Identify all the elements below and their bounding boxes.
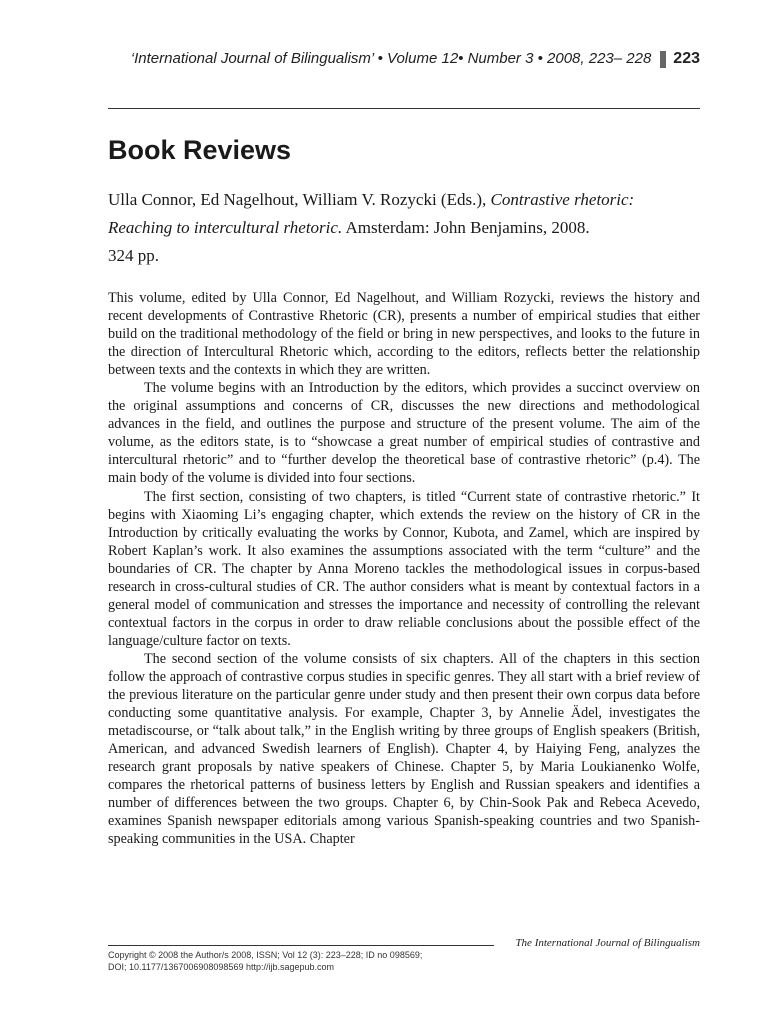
citation-title: Contrastive rhetoric: Reaching to intercultural rhetoric. bbox=[108, 190, 635, 237]
copyright-line: Copyright © 2008 the Author/s 2008, ISSN; Vol 12 (3): 223–228; ID no 098569; bbox=[108, 950, 423, 960]
header-bar-mark bbox=[660, 51, 666, 68]
section-title: Book Reviews bbox=[108, 135, 292, 165]
footer-journal-name: The International Journal of Bilingualism bbox=[515, 937, 700, 949]
citation-pages: 324 pp. bbox=[108, 246, 159, 265]
body-paragraph: The first section, consisting of two chapters, is titled “Current state of contrastive rhetoric.” It begins with Xiaoming Li’s engaging chapter, which extends the review on the history of CR in the Introduction by critically evaluating the works by Connor, Kubota, and Zamel, which are inspired by Robert Kaplan’s work. It also examines the assumptions associated with the term “culture” and the boundaries of CR. The chapter by Anna Moreno tackles the methodological issues in corpus-based research in cross-cultural studies of CR. The author considers what is meant by contextual factors in a general model of communication and stresses the importance and necessity of controlling the relevant contextual factors in the corpus in order to draw reliable conclusions about the possible effect of the language/culture factor on texts. bbox=[108, 488, 700, 649]
running-head-text: ‘International Journal of Bilingualism’ • Volume 12• Number 3 • 2008, 223– 228 bbox=[130, 50, 652, 67]
running-header bbox=[108, 48, 700, 70]
page-number: 223 bbox=[673, 50, 700, 67]
footer-copyright bbox=[108, 950, 508, 973]
body-paragraph: The volume begins with an Introduction by the editors, which provides a succinct overview on the original assumptions and concerns of CR, discusses the new directions and methodological advances in the field, and outlines the purpose and structure of the present volume. The aim of the volume, as the editors state, is to “showcase a great number of empirical studies of contrastive and intercultural rhetoric” and to “further develop the theoretical base of contrastive rhetoric” (p.4). The main body of the volume is divided into four sections. bbox=[108, 380, 700, 487]
doi-line: DOI; 10.1177/1367006908098569 http://ijb.sagepub.com bbox=[108, 961, 335, 972]
body-paragraph: The second section of the volume consists of six chapters. All of the chapters in this section follow the approach of contrastive corpus studies in specific genres. They all start with a brief review of the previous literature on the particular genre under study and then present their own corpus data before conducting some quantitative analysis. For example, Chapter 3, by Annelie Ädel, investigates the metadiscourse, or “talk about talk,” in the English writing by three groups of English speakers (British, American, and advanced Swedish learners of English). Chapter 4, by Haiying Feng, analyzes the research grant proposals by native speakers of Chinese. Chapter 5, by Maria Loukianenko Wolfe, compares the rhetorical patterns of business letters by English and Russian speakers and identifies a number of differences between the two groups. Chapter 6, by Chin-Sook Pak and Rebeca Acevedo, examines Spanish newspaper editorials among various Spanish-speaking countries and two Spanish-speaking communities in the USA. Chapter bbox=[108, 650, 700, 848]
citation-authors: Ulla Connor, Ed Nagelhout, William V. Rozycki (Eds.), bbox=[108, 190, 491, 209]
book-citation bbox=[108, 186, 700, 270]
body-paragraph: This volume, edited by Ulla Connor, Ed Nagelhout, and William Rozycki, reviews the history and recent developments of Contrastive Rhetoric (CR), presents a number of empirical studies that either build on the traditional methodology of the field or bring in new perspectives, and looks to the future in the direction of Intercultural Rhetoric which, according to the editors, reflects better the relationship between texts and the contexts in which they are written. bbox=[108, 290, 700, 379]
review-body bbox=[108, 289, 700, 848]
footer-divider bbox=[108, 945, 494, 946]
header-divider bbox=[108, 108, 700, 109]
citation-publisher: Amsterdam: John Benjamins, 2008. bbox=[342, 218, 590, 237]
